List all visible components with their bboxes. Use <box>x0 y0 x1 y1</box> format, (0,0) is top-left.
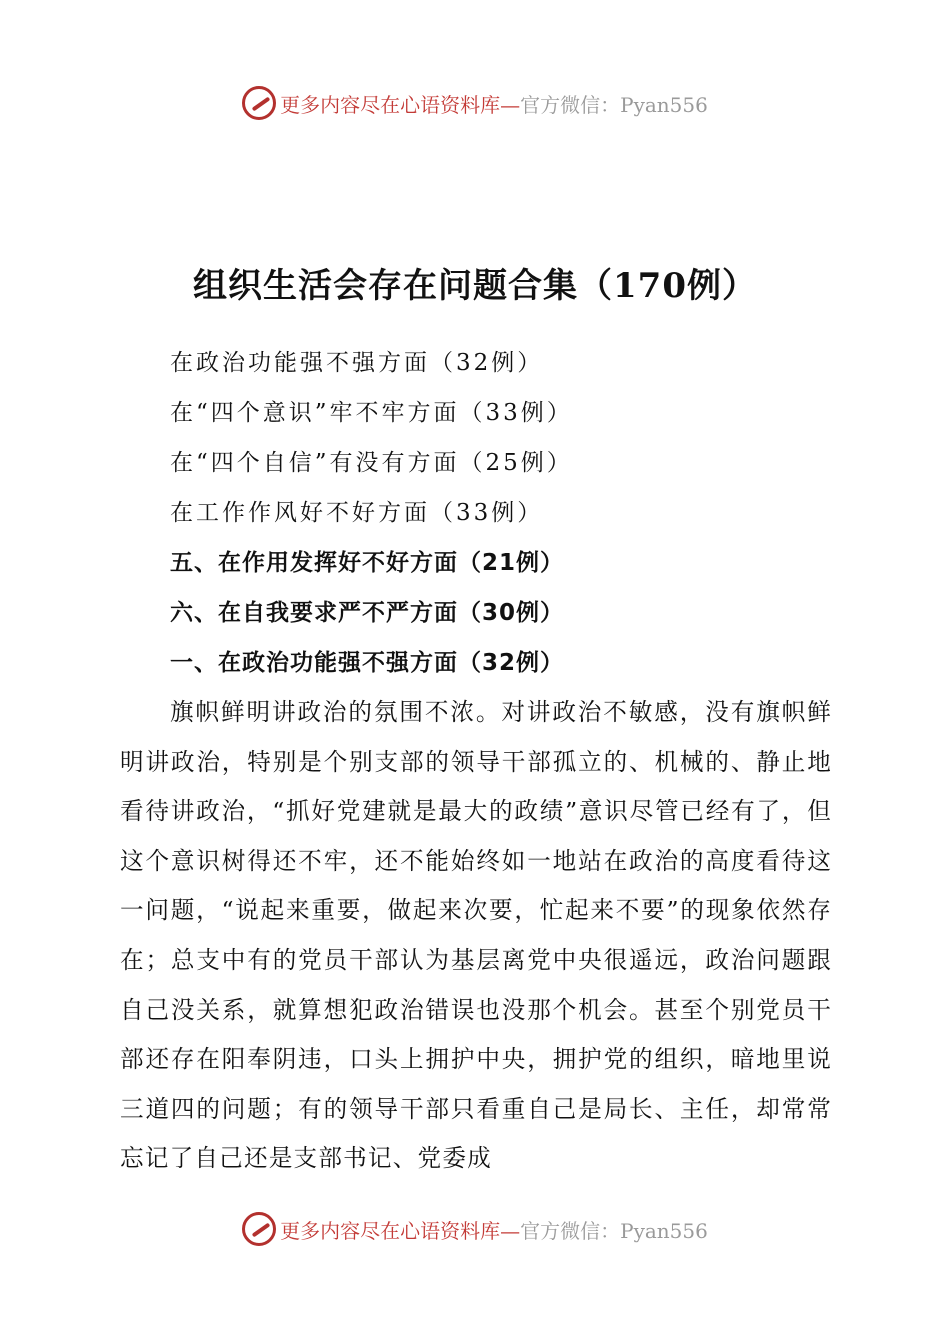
watermark-text: 更多内容尽在心语资料库—官方微信：Pyan556 <box>280 1218 708 1243</box>
section-list <box>170 338 573 688</box>
pen-logo-icon <box>242 86 276 120</box>
list-item: 在政治功能强不强方面（32例） <box>170 350 544 376</box>
list-item: 在工作作风好不好方面（33例） <box>170 500 544 526</box>
watermark-text: 更多内容尽在心语资料库—官方微信：Pyan556 <box>280 92 708 117</box>
header-watermark-banner <box>0 80 950 126</box>
section-heading: 五、在作用发挥好不好方面（21例） <box>170 550 565 576</box>
footer-watermark-banner <box>0 1206 950 1252</box>
section-heading: 一、在政治功能强不强方面（32例） <box>170 650 565 676</box>
list-item: 在“四个自信”有没有方面（25例） <box>170 450 573 476</box>
pen-logo-icon <box>242 1212 276 1246</box>
document-title: 组织生活会存在问题合集（170例） <box>193 266 757 306</box>
body-paragraph: 旗帜鲜明讲政治的氛围不浓。对讲政治不敏感，没有旗帜鲜明讲政治，特别是个别支部的领导干部孤立的、机械的、静止地看待讲政治，“抓好党建就是最大的政绩”意识尽管已经有了，但这个意识树得还不牢，还不能始终如一地站在政治的高度看待这一问题，“说起来重要，做起来次要，忙起来不要”的现象依然存在；总支中有的党员干部认为基层离党中央很遥远，政治问题跟自己没关系，就算想犯政治错误也没那个机会。甚至个别党员干部还存在阳奉阴违，口头上拥护中央，拥护党的组织，暗地里说三道四的问题；有的领导干部只看重自己是局长、主任，却常常忘记了自己还是支部书记、党委成 <box>120 698 832 1173</box>
list-item: 在“四个意识”牢不牢方面（33例） <box>170 400 573 426</box>
section-heading: 六、在自我要求严不严方面（30例） <box>170 600 565 626</box>
